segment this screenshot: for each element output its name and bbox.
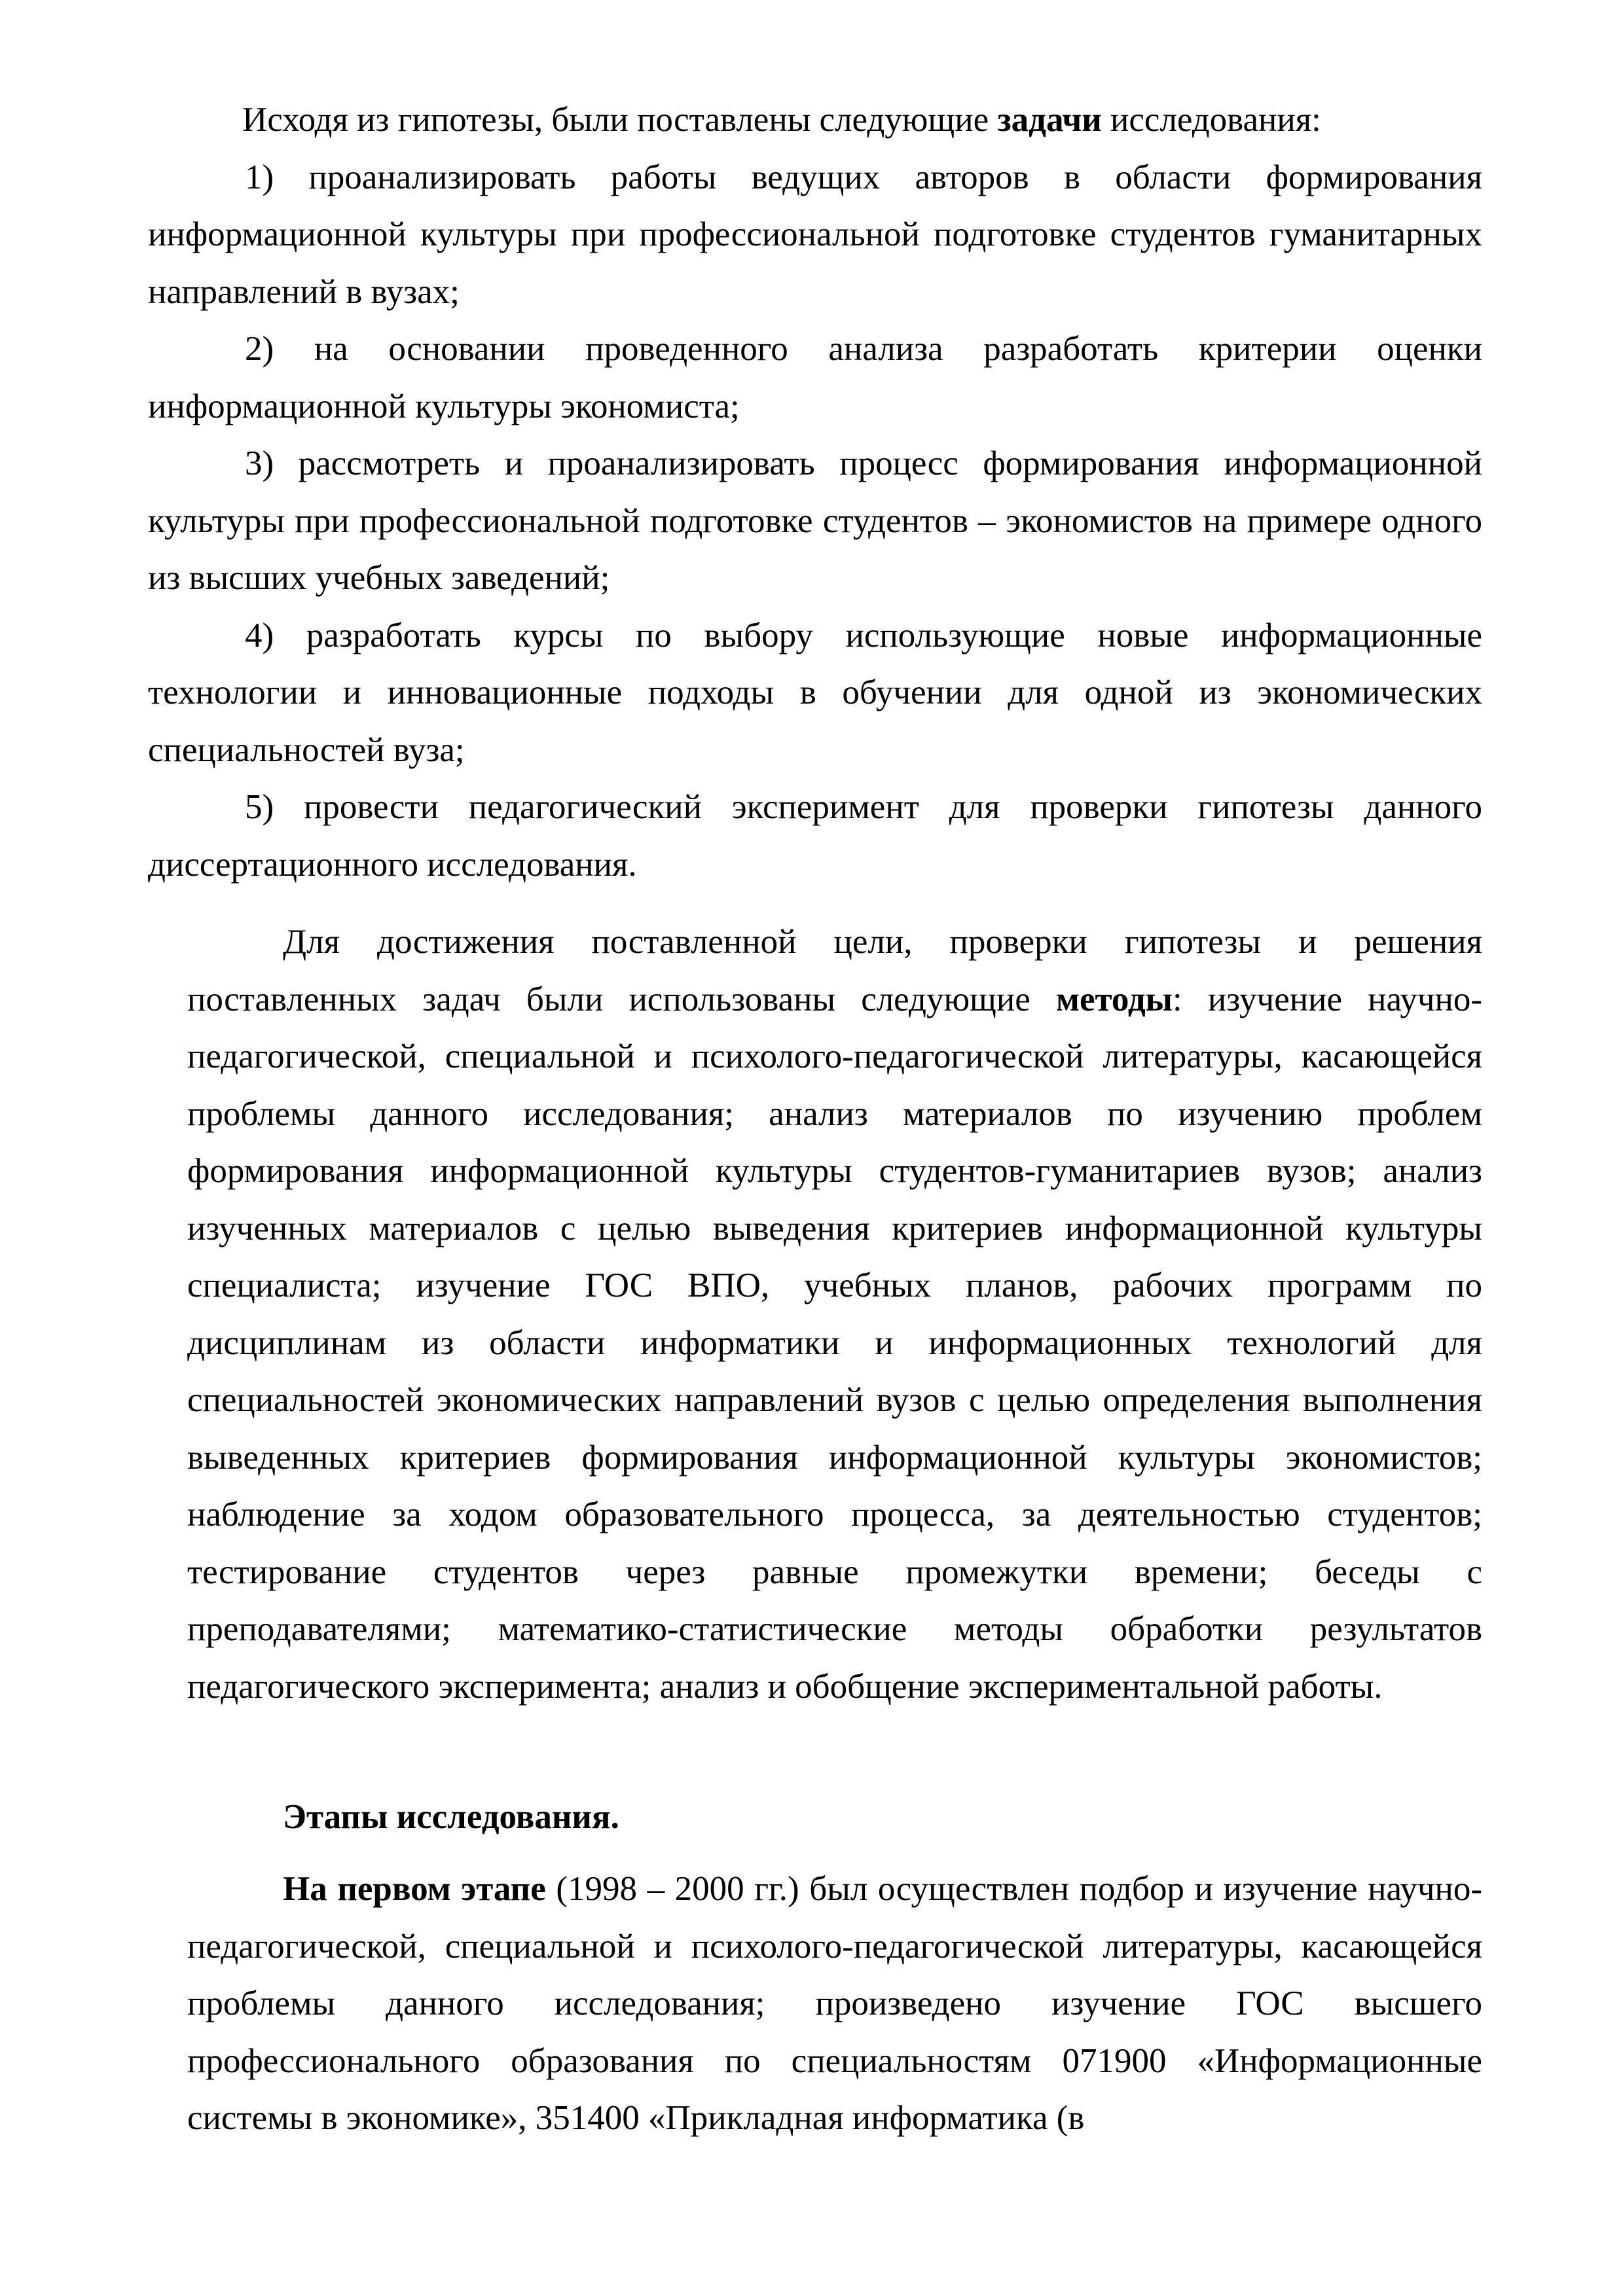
stage-one-keyword: На первом этапе (283, 1870, 546, 1908)
tasks-section (148, 92, 1482, 893)
methods-keyword: методы (1055, 980, 1173, 1018)
task-item-3: 3) рассмотреть и проанализировать процесс формирования информационной культуры при профессиональной подготовке студентов – экономистов на примере одного из высших учебных заведений; (148, 444, 1482, 597)
methods-paragraph: Для достижения поставленной цели, проверки гипотезы и решения поставленных задач были использованы следующие методы: изучение научно-педагогической, специальной и психолого-педагогической литературы, касающейся проблемы данного исследования; анализ материалов по изучению проблем формирования информационной культуры студентов-гуманитариев вузов; анализ изученных материалов с целью выведения критериев информационной культуры специалиста; изучение ГОС ВПО, учебных планов, рабочих программ по дисциплинам из области информатики и информационных технологий для специальностей экономических направлений вузов с целью определения выполнения выведенных критериев формирования информационной культуры экономистов; наблюдение за ходом образовательного процесса, за деятельностью студентов; тестирование студентов через равные промежутки времени; беседы с преподавателями; математико-статистические методы обработки результатов педагогического эксперимента; анализ и обобщение экспериментальной работы. (187, 923, 1482, 1706)
methods-section (187, 914, 1482, 1715)
stage-one-paragraph: На первом этапе (1998 – 2000 гг.) был осуществлен подбор и изучение научно-педагогической, специальной и психолого-педагогической литературы, касающейся проблемы данного исследования; произведено изучение ГОС высшего профессионального образования по специальностям 071900 «Информационные системы в экономике», 351400 «Прикладная информатика (в (187, 1870, 1482, 2137)
task-item-5: 5) провести педагогический эксперимент для проверки гипотезы данного диссертационного исследования. (148, 788, 1482, 884)
task-item-2: 2) на основании проведенного анализа разработать критерии оценки информационной культуры экономиста; (148, 330, 1482, 425)
tasks-keyword: задачи (997, 101, 1102, 139)
intro-paragraph: Исходя из гипотезы, были поставлены следующие задачи исследования: (242, 101, 1321, 139)
task-item-4: 4) разработать курсы по выбору использующие новые информационные технологии и инновационные подходы в обучении для одной из экономических специальностей вуза; (148, 616, 1482, 769)
stages-heading-block (187, 1789, 1482, 1846)
stage-one-section (187, 1861, 1482, 2147)
task-item-1: 1) проанализировать работы ведущих авторов в области формирования информационной культуры при профессиональной подготовке студентов гуманитарных направлений в вузах; (148, 158, 1482, 311)
stages-heading: Этапы исследования. (283, 1798, 619, 1836)
